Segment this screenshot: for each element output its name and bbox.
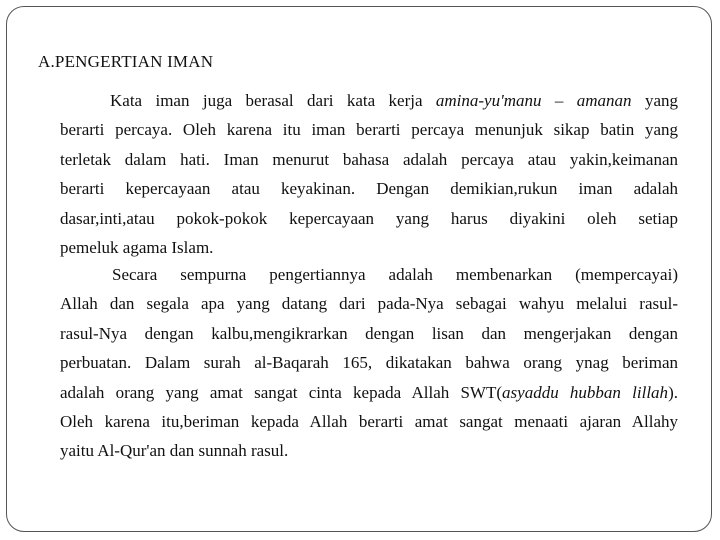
section-heading: A.PENGERTIAN IMAN [38,52,214,71]
paragraph-1-line-4: berarti kepercayaan atau keyakinan. Dengan demikian,rukun iman adalah [60,179,678,199]
paragraph-2-line-2: Allah dan segala apa yang datang dari pada-Nya sebagai wahyu melalui rasul- [60,294,678,314]
paragraph-1 [60,86,678,262]
paragraph-2-line-5: adalah orang yang amat sangat cinta kepada Allah SWT(asyaddu hubban lillah). [60,382,678,402]
paragraph-2-line-1: Secara sempurna pengertiannya adalah membenarkan (mempercayai) [112,265,678,284]
paragraph-1-line-3: terletak dalam hati. Iman menurut bahasa adalah percaya atau yakin,keimanan [60,149,678,169]
paragraph-2-line-6: Oleh karena itu,beriman kepada Allah berarti amat sangat menaati ajaran Allahy [60,412,678,432]
paragraph-1-line-6: pemeluk agama Islam. [60,238,214,258]
paragraph-2-line-3: rasul-Nya dengan kalbu,mengikrarkan dengan lisan dan mengerjakan dengan [60,323,678,343]
paragraph-1-line-2: berarti percaya. Oleh karena itu iman berarti percaya menunjuk sikap batin yang [60,120,678,140]
paragraph-1-line-5: dasar,inti,atau pokok-pokok kepercayaan yang harus diyakini oleh setiap [60,208,678,228]
paragraph-1-line-1: Kata iman juga berasal dari kata kerja amina-yu'manu – amanan yang [110,91,678,110]
paragraph-2-line-7: yaitu Al-Qur'an dan sunnah rasul. [60,441,289,461]
paragraph-2-line-4: perbuatan. Dalam surah al-Baqarah 165, dikatakan bahwa orang ynag beriman [60,353,678,373]
paragraph-2 [60,260,678,466]
